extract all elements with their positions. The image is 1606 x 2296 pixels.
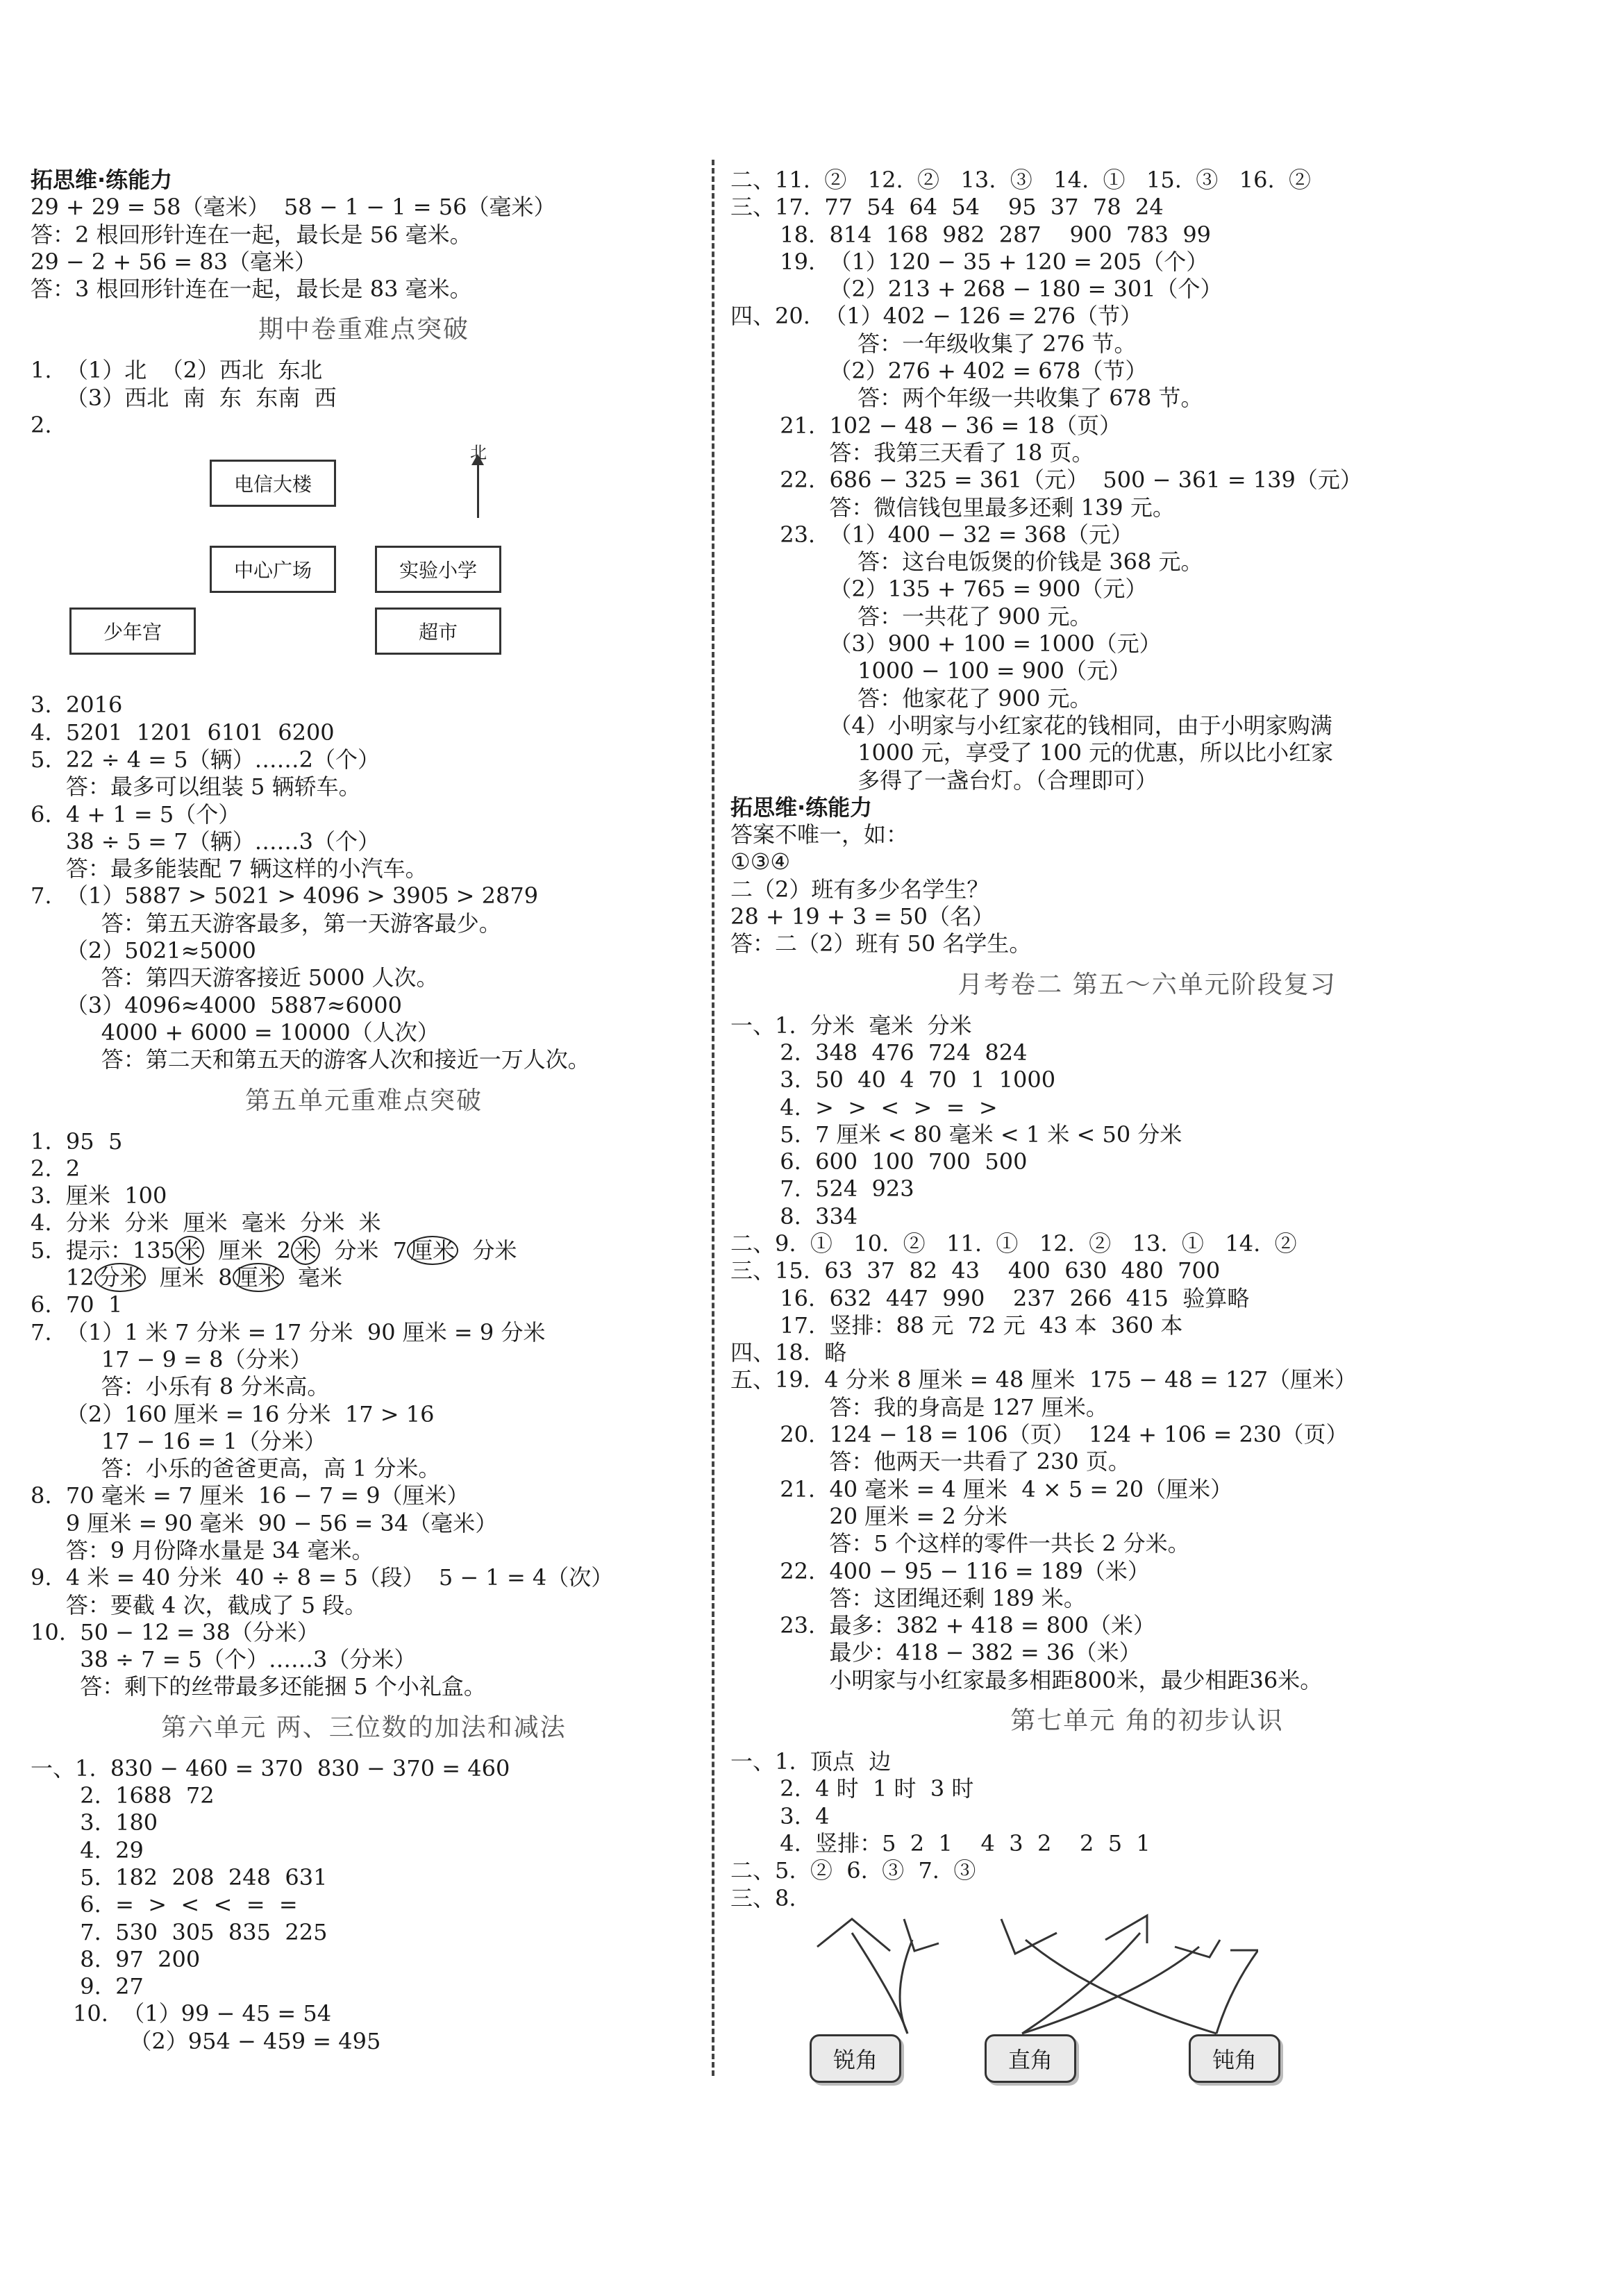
answer-line: 4. > > < > = > [730, 1093, 998, 1121]
answer-line: 6. 600 100 700 500 [730, 1148, 1028, 1175]
left-block-unit5-b [31, 1291, 697, 1700]
answer-line: 四、18. 略 [730, 1339, 847, 1366]
section-title-monthly2: 月考卷二 第五～六单元阶段复习 [957, 970, 1337, 999]
answer-line: （4）小明家与小红家花的钱相同，由于小明家购满 [730, 712, 1332, 739]
answer-line: 9. 4 米 = 40 分米 40 ÷ 8 = 5（段） 5 − 1 = 4（次） [31, 1564, 614, 1591]
angle-label-right: 直角 [985, 2034, 1076, 2083]
answer-line: 8. 334 [730, 1203, 858, 1230]
angle-matching-diagram [730, 1912, 1564, 2134]
answer-line: 20 厘米 = 2 分米 [730, 1502, 1007, 1530]
north-indicator [465, 439, 492, 522]
match-line [1216, 1950, 1258, 2034]
match-line [1022, 1947, 1199, 2034]
answer-line: 答案不唯一，如： [730, 821, 909, 848]
answer-line: 5. 22 ÷ 4 = 5（辆）……2（个） [31, 746, 380, 773]
answer-line: 29 + 29 = 58（毫米） 58 − 1 − 1 = 56（毫米） [31, 194, 556, 221]
answer-line: 答：3 根回形针连在一起，最长是 83 毫米。 [31, 276, 472, 303]
answer-line: 22. 686 − 325 = 361（元） 500 − 361 = 139（元） [730, 467, 1362, 494]
answer-line: 3. 厘米 100 [31, 1182, 167, 1209]
answer-line: 答：二（2）班有 50 名学生。 [730, 930, 1032, 957]
map-box-central-plaza: 中心广场 [210, 546, 336, 593]
answer-line: ①③④ [730, 848, 791, 875]
answer-line: 3. 50 40 4 70 1 1000 [730, 1066, 1056, 1093]
answer-line: 2. 2 [31, 1155, 81, 1182]
answer-line: 1. 95 5 [31, 1128, 123, 1155]
answer-line: 19. （1）120 − 35 + 120 = 205（个） [730, 248, 1209, 275]
answer-line: 2. 348 476 724 824 [730, 1039, 1028, 1066]
map-box-telecom-building: 电信大楼 [210, 460, 336, 507]
answer-line: 9. 27 [31, 1973, 144, 2000]
angle-figure [1230, 1919, 1258, 1950]
angle-label-acute: 锐角 [810, 2034, 901, 2083]
answer-line: 6. 4 + 1 = 5（个） [31, 801, 241, 828]
answer-line-5: 5. 提示：135 米 厘米 2 米 分米 7 厘米 分米 [31, 1237, 517, 1264]
answer-line-5-cont: 12 分米 厘米 8 厘米 毫米 [31, 1264, 343, 1291]
answer-line: 答：剩下的丝带最多还能捆 5 个小礼盒。 [31, 1673, 486, 1700]
angle-figure [1001, 1919, 1057, 1954]
section-title-midterm: 期中卷重难点突破 [258, 315, 469, 344]
north-arrow-icon [477, 462, 479, 518]
section-title-unit7: 第七单元 角的初步认识 [1010, 1707, 1284, 1736]
answer-line: 4000 + 6000 = 10000（人次） [31, 1019, 440, 1046]
left-block-unit6 [31, 1755, 697, 2055]
answer-line: 4. 分米 分米 厘米 毫米 分米 米 [31, 1209, 381, 1237]
angle-figure [1105, 1916, 1147, 1943]
left-block-unit5-a [31, 1128, 697, 1237]
answer-line: 8. 70 毫米 = 7 厘米 16 − 7 = 9（厘米） [31, 1482, 469, 1509]
answer-line: 1000 − 100 = 900（元） [730, 657, 1132, 685]
answer-line: 38 ÷ 7 = 5（个）……3（分米） [31, 1646, 417, 1673]
north-label: 北 [470, 443, 487, 463]
answer-line: 多得了一盏台灯。（合理即可） [730, 766, 1158, 794]
answer-line: 答：一共花了 900 元。 [730, 603, 1092, 630]
answer-line: 三、17. 77 54 64 54 95 37 78 24 [730, 194, 1164, 221]
answer-line: 8. 97 200 [31, 1945, 201, 1972]
left-column [31, 167, 697, 2055]
answer-line: 22. 400 − 95 − 116 = 189（米） [730, 1557, 1150, 1584]
answer-line: 18. 814 168 982 287 900 783 99 [730, 221, 1212, 248]
answer-line: 答：我第三天看了 18 页。 [730, 439, 1094, 466]
answer-line: 38 ÷ 5 = 7（辆）……3（个） [31, 828, 380, 855]
answer-line: 答：小乐有 8 分米高。 [31, 1373, 330, 1400]
answer-line: 二、9. ① 10. ② 11. ① 12. ② 13. ① 14. ② [730, 1230, 1297, 1257]
circled-unit: 分米 [94, 1263, 146, 1292]
answer-line: 答：小乐的爸爸更高，高 1 分米。 [31, 1455, 441, 1482]
section-title-unit5: 第五单元重难点突破 [244, 1086, 483, 1115]
answer-line: 答：微信钱包里最多还剩 139 元。 [730, 494, 1175, 521]
answer-line: 7. （1）1 米 7 分米 = 17 分米 90 厘米 = 9 分米 [31, 1318, 546, 1346]
answer-line: 29 − 2 + 56 = 83（毫米） [31, 248, 317, 275]
answer-line: 拓思维·练能力 [730, 794, 873, 821]
section-title-unit6: 第六单元 两、三位数的加法和减法 [161, 1713, 567, 1742]
answer-line: 21. 102 − 48 − 36 = 18（页） [730, 412, 1122, 439]
answer-line: 2. 4 时 1 时 3 时 [730, 1775, 974, 1802]
answer-line: 3. 180 [31, 1809, 158, 1836]
answer-line: 答：第二天和第五天的游客人次和接近一万人次。 [31, 1046, 590, 1073]
answer-line: 答：这团绳还剩 189 米。 [730, 1584, 1086, 1611]
answer-line: 小明家与小红家最多相距800米，最少相距36米。 [730, 1666, 1323, 1693]
answer-line: 1. （1）北 （2）西北 东北 [31, 357, 323, 384]
answer-line: 答：第四天游客接近 5000 人次。 [31, 964, 439, 991]
direction-map-diagram [31, 439, 697, 692]
match-line [852, 1933, 907, 2034]
answer-line: 答：他两天一共看了 230 页。 [730, 1448, 1130, 1475]
answer-line: 5. 7 厘米 < 80 毫米 < 1 米 < 50 分米 [730, 1121, 1182, 1148]
answer-line: 3. 4 [730, 1802, 830, 1829]
answer-line: 6. 70 1 [31, 1291, 123, 1318]
left-block-midterm-b [31, 692, 697, 1073]
answer-line: 21. 40 毫米 = 4 厘米 4 × 5 = 20（厘米） [730, 1475, 1233, 1502]
answer-line: （2）5021≈5000 [31, 937, 256, 964]
answer-line: 五、19. 4 分米 8 厘米 = 48 厘米 175 − 48 = 127（厘米） [730, 1366, 1357, 1393]
answer-line: 7. 530 305 835 225 [31, 1918, 328, 1945]
answer-line: 5. 182 208 248 631 [31, 1863, 328, 1891]
answer-line: 答：他家花了 900 元。 [730, 685, 1092, 712]
answer-line: 答：最多可以组装 5 辆轿车。 [31, 773, 361, 801]
answer-line: 17. 竖排：88 元 72 元 43 本 360 本 [730, 1312, 1183, 1339]
answer-line: 最少：418 − 382 = 36（米） [730, 1639, 1141, 1666]
left-block-midterm-a [31, 357, 697, 439]
answer-line: 答：这台电饭煲的价钱是 368 元。 [730, 548, 1203, 576]
answer-line: 7. 524 923 [730, 1175, 914, 1203]
answer-line: 一、1. 830 − 460 = 370 830 − 370 = 460 [31, 1754, 510, 1782]
answer-line: 答：我的身高是 127 厘米。 [730, 1393, 1108, 1421]
answer-line: 20. 124 − 18 = 106（页） 124 + 106 = 230（页） [730, 1421, 1348, 1448]
answer-line: 16. 632 447 990 237 266 415 验算略 [730, 1284, 1250, 1312]
circled-unit: 米 [175, 1236, 204, 1265]
answer-line: 3. 2016 [31, 692, 123, 719]
answer-line: 9 厘米 = 90 毫米 90 − 56 = 34（毫米） [31, 1509, 498, 1536]
answer-line: 2. 1688 72 [31, 1782, 215, 1809]
answer-line: （2）135 + 765 = 900（元） [730, 576, 1148, 603]
answer-line: 10. （1）99 − 45 = 54 [31, 2000, 332, 2027]
column-divider [712, 160, 714, 2076]
match-line [900, 1940, 912, 2034]
answer-line: 拓思维·练能力 [31, 167, 173, 193]
answer-line: 一、1. 分米 毫米 分米 [730, 1012, 972, 1039]
answer-line: 四、20. （1）402 − 126 = 276（节） [730, 303, 1143, 330]
answer-line: 三、15. 63 37 82 43 400 630 480 700 [730, 1257, 1221, 1284]
answer-line: 二（2）班有多少名学生？ [730, 875, 989, 903]
answer-line: 10. 50 − 12 = 38（分米） [31, 1618, 319, 1645]
answer-line: 答：要截 4 次，截成了 5 段。 [31, 1591, 367, 1618]
answer-line: （2）160 厘米 = 16 分米 17 > 16 [31, 1400, 435, 1427]
circled-unit: 米 [291, 1236, 320, 1265]
answer-line: 答：两个年级一共收集了 678 节。 [730, 385, 1203, 412]
answer-line: 答：一年级收集了 276 节。 [730, 330, 1137, 357]
match-line [1022, 1933, 1140, 2034]
answer-line: （2）213 + 268 − 180 = 301（个） [730, 276, 1223, 303]
circled-unit: 厘米 [233, 1263, 284, 1292]
answer-line: 三、8. [730, 1884, 796, 1911]
answer-line: 4. 5201 1201 6101 6200 [31, 719, 335, 746]
map-box-supermarket: 超市 [375, 607, 501, 655]
answer-line: 28 + 19 + 3 = 50（名） [730, 903, 994, 930]
answer-line: 23. 最多：382 + 418 = 800（米） [730, 1612, 1155, 1639]
answer-line: （3）900 + 100 = 1000（元） [730, 630, 1162, 657]
answer-line: 一、1. 顶点 边 [730, 1748, 892, 1775]
answer-line: 7. （1）5887 > 5021 > 4096 > 3905 > 2879 [31, 882, 539, 910]
map-box-experimental-school: 实验小学 [375, 546, 501, 593]
right-block-unit6-cont [730, 167, 1564, 958]
answer-line: 答：第五天游客最多，第一天游客最少。 [31, 910, 501, 937]
answer-line: 二、11. ② 12. ② 13. ③ 14. ① 15. ③ 16. ② [730, 167, 1311, 193]
answer-line: （3）西北 南 东 东南 西 [31, 384, 337, 411]
answer-line: 1000 元，享受了 100 元的优惠，所以比小红家 [730, 739, 1334, 766]
answer-line: 4. 竖排：5 2 1 4 3 2 2 5 1 [730, 1829, 1151, 1857]
answer-line: 答：最多能装配 7 辆这样的小汽车。 [31, 855, 428, 882]
map-box-youth-palace: 少年宫 [69, 607, 196, 655]
answer-line: 17 − 9 = 8（分米） [31, 1346, 312, 1373]
answer-line: 23. （1）400 − 32 = 368（元） [730, 521, 1133, 548]
answer-line: 4. 29 [31, 1836, 144, 1863]
answer-line: （2）954 − 459 = 495 [31, 2027, 381, 2054]
answer-line: 6. = > < < = = [31, 1891, 298, 1918]
left-block-paperclip [31, 167, 697, 303]
answer-line: 答：2 根回形针连在一起，最长是 56 毫米。 [31, 221, 472, 248]
answer-line: 17 − 16 = 1（分米） [31, 1427, 326, 1455]
answer-line: （2）276 + 402 = 678（节） [730, 358, 1148, 385]
answer-line: （3）4096≈4000 5887≈6000 [31, 991, 402, 1019]
right-block-unit7 [730, 1748, 1564, 1912]
answer-line: 二、5. ② 6. ③ 7. ③ [730, 1857, 976, 1884]
angle-matching-lines [730, 1912, 1258, 2051]
answer-line: 答：5 个这样的零件一共长 2 分米。 [730, 1530, 1190, 1557]
right-column [730, 167, 1564, 2134]
answer-line: 答：9 月份降水量是 34 毫米。 [31, 1536, 374, 1564]
right-block-monthly2 [730, 1012, 1564, 1694]
angle-label-obtuse: 钝角 [1189, 2034, 1280, 2083]
circled-unit: 厘米 [407, 1236, 458, 1265]
answer-line: 2. [31, 412, 52, 439]
